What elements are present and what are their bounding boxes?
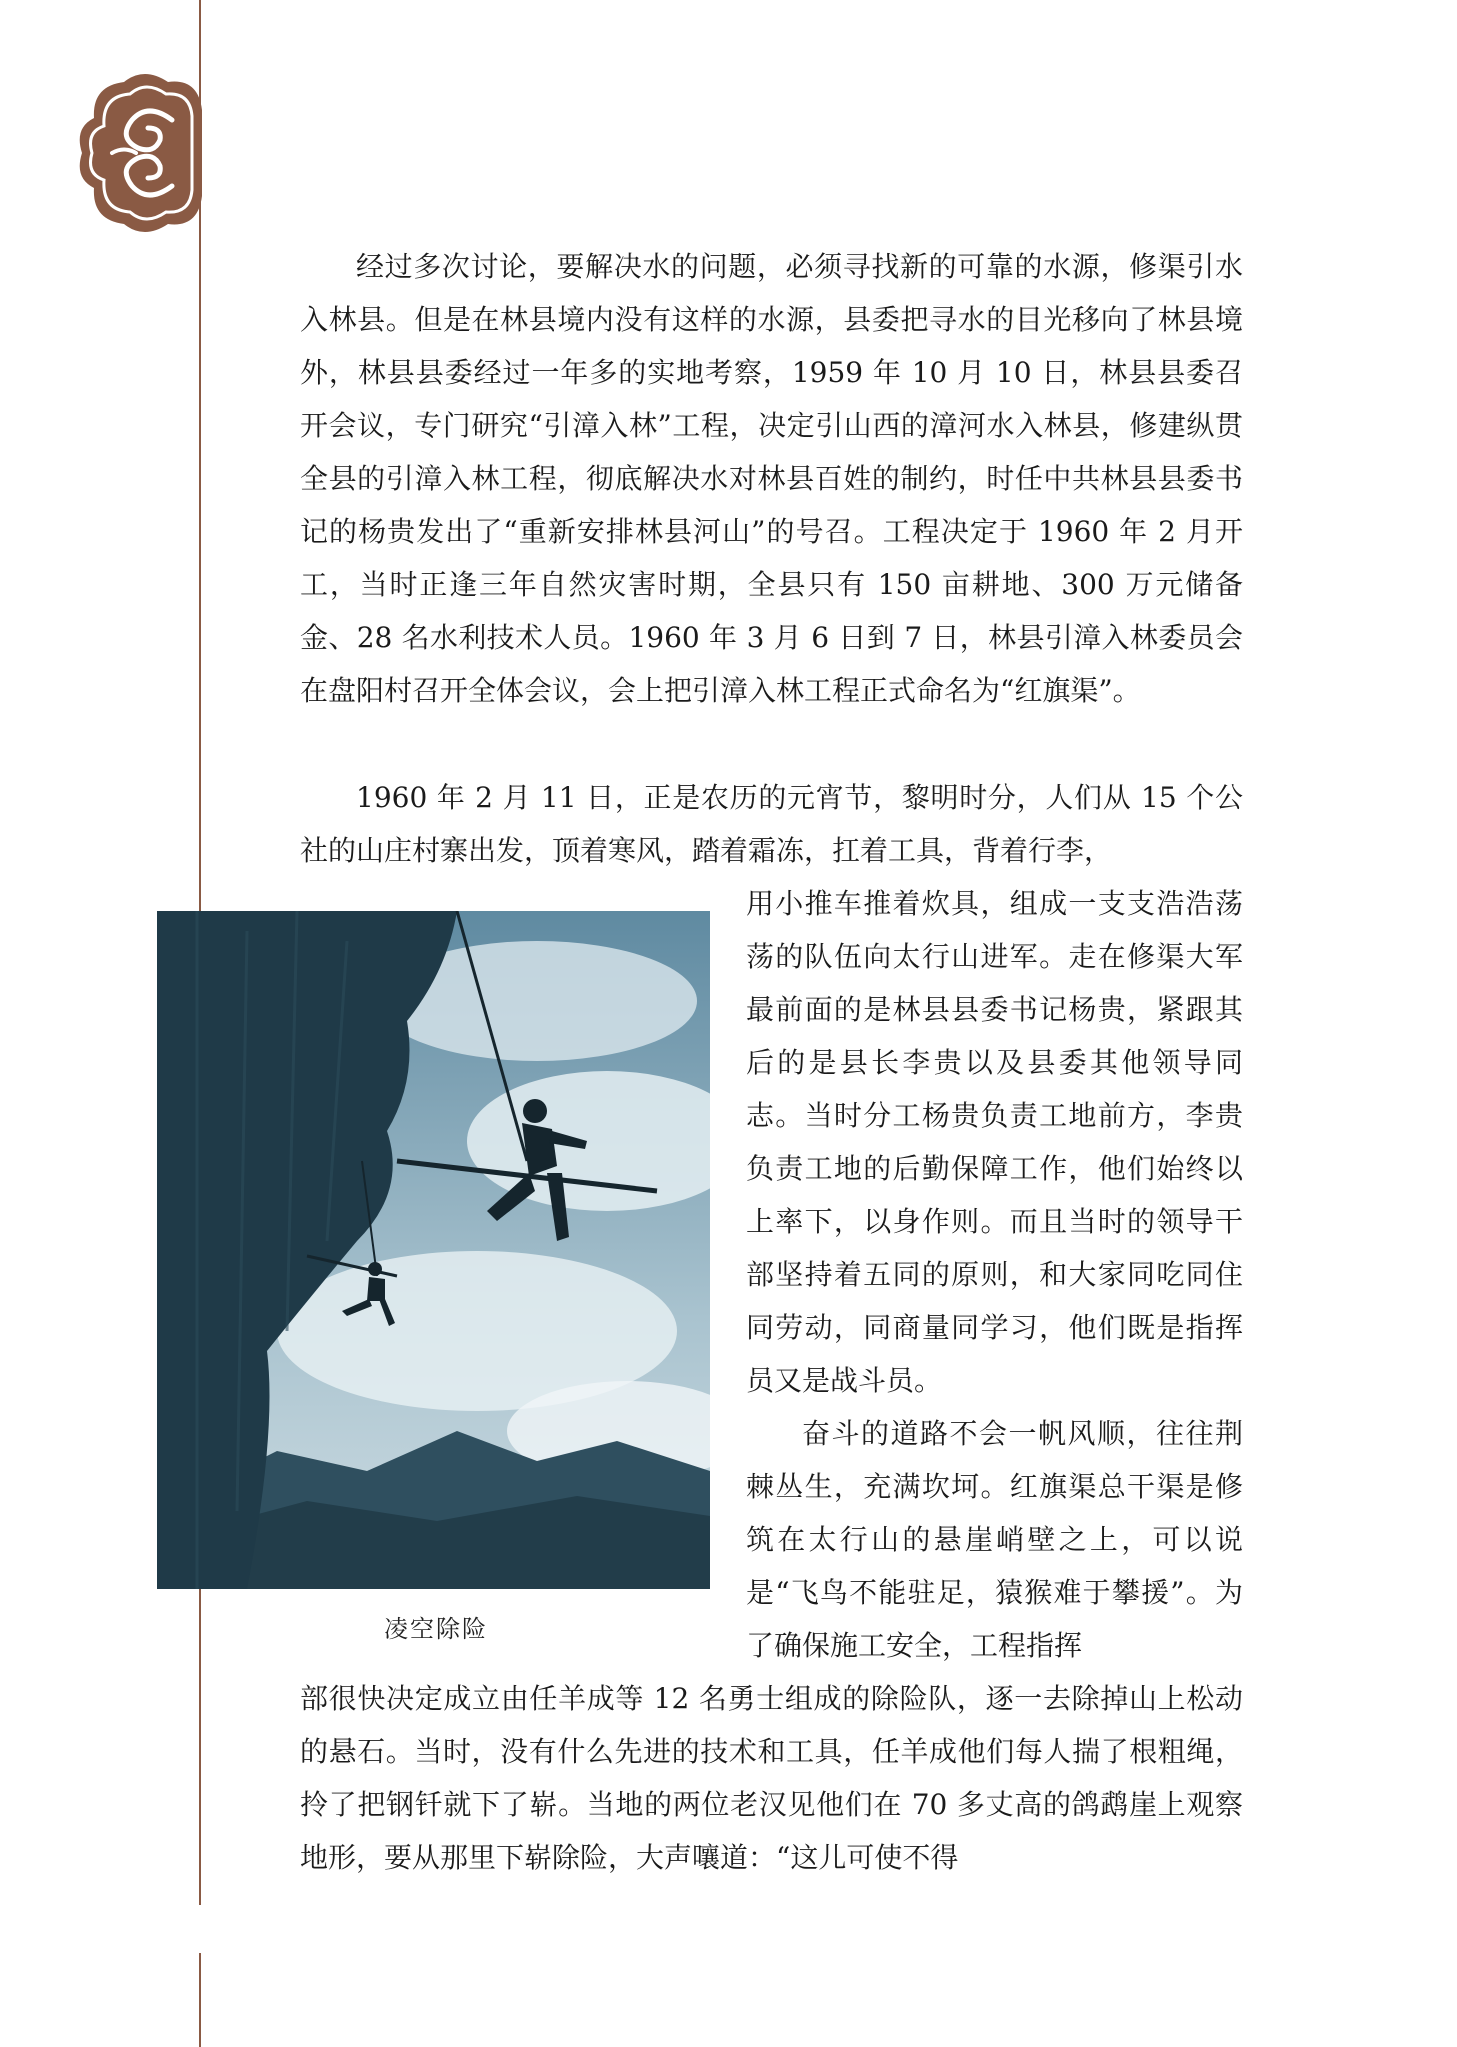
paragraph-3-side: 奋斗的道路不会一帆风顺，往往荆棘丛生，充满坎坷。红旗渠总干渠是修筑在太行山的悬崖峭壁之上，可以说是“飞鸟不能驻足，猿猴难于攀援”。为了确保施工安全，工程指挥	[746, 1417, 1243, 1662]
photo-caption: 凌空除险	[384, 1615, 488, 1643]
paragraph-1: 经过多次讨论，要解决水的问题，必须寻找新的可靠的水源，修渠引水入林县。但是在林县境内没有这样的水源，县委把寻水的目光移向了林县境外，林县县委经过一年多的实地考察，1959 年 10 月 10 日，林县县委召开会议，专门研究“引漳入林”工程，决定引山西的漳河水入林县，修建纵贯全县的引漳入林工程，彻底解决水对林县百姓的制约，时任中共林县县委书记的杨贵发出了“重新安排林县河山”的号召。工程决定于 1960 年 2 月开工，当时正逢三年自然灾害时期，全县只有 150 亩耕地、300 万元储备金、28 名水利技术人员。1960 年 3 月 6 日到 7 日，林县引漳入林委员会在盘阳村召开全体会议，会上把引漳入林工程正式命名为“红旗渠”。	[300, 250, 1243, 707]
cliff-workers-photo	[157, 911, 710, 1589]
cloud-ornament-icon	[72, 68, 207, 238]
paragraph-3-cont: 部很快决定成立由任羊成等 12 名勇士组成的除险队，逐一去除掉山上松动的悬石。当时，没有什么先进的技术和工具，任羊成他们每人揣了根粗绳，拎了把钢钎就下了崭。当地的两位老汉见他们在 70 多丈高的鸽鹉崖上观察地形，要从那里下崭除险，大声嚷道：“这儿可使不得	[300, 1682, 1243, 1874]
paragraph-2-intro: 1960 年 2 月 11 日，正是农历的元宵节，黎明时分，人们从 15 个公社的山庄村寨出发，顶着寒风，踏着霜冻，扛着工具，背着行李，	[300, 781, 1243, 867]
margin-rule-bottom	[199, 1953, 201, 2047]
paragraph-2-side: 用小推车推着炊具，组成一支支浩浩荡荡的队伍向太行山进军。走在修渠大军最前面的是林县县委书记杨贵，紧跟其后的是县长李贵以及县委其他领导同志。当时分工杨贵负责工地前方，李贵负责工地的后勤保障工作，他们始终以上率下，以身作则。而且当时的领导干部坚持着五同的原则，和大家同吃同住同劳动，同商量同学习，他们既是指挥员又是战斗员。	[746, 887, 1243, 1397]
